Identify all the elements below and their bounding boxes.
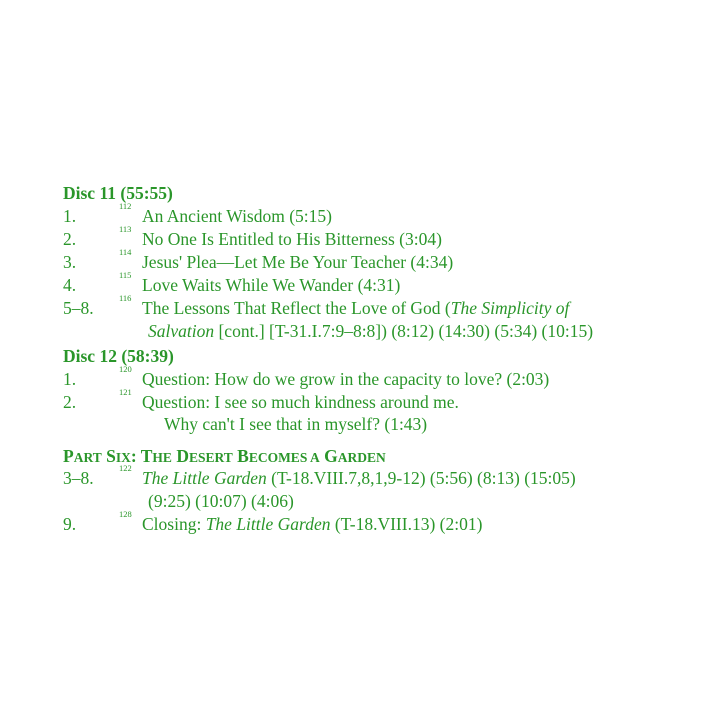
track-title-text: (T-18.VIII.13) (2:01) [330, 514, 483, 534]
track-reference: 112 [119, 201, 132, 211]
track-number: 2. [63, 229, 77, 249]
track-row [63, 293, 720, 319]
track-reference: 116 [119, 293, 132, 303]
track-reference: 120 [119, 364, 132, 374]
track-reference: 115 [119, 270, 132, 280]
part-six-heading: PART SIX: THE DESERT BECOMES A GARDEN [63, 446, 386, 466]
track-row [63, 270, 720, 296]
track-title-italic: The Little Garden [205, 514, 331, 534]
track-number: 3. [63, 252, 77, 272]
track-number: 1. [63, 369, 77, 389]
track-reference: 121 [119, 387, 132, 397]
track-number: 4. [63, 275, 77, 295]
track-title-continuation: (9:25) (10:07) (4:06) [148, 491, 294, 511]
track-title-continuation [148, 320, 593, 342]
track-title: Question: How do we grow in the capacity to love? (2:03) [142, 369, 550, 389]
track-title-continuation: Why can't I see that in myself? (1:43) [164, 414, 428, 434]
track-row [63, 247, 720, 273]
track-title [142, 297, 569, 319]
disc-12-heading: Disc 12 (58:39) [63, 346, 174, 366]
track-title: Jesus' Plea—Let Me Be Your Teacher (4:34) [142, 252, 454, 272]
track-title-italic: The Little Garden [142, 468, 267, 488]
track-row-continuation [63, 490, 720, 512]
track-row [63, 387, 720, 413]
track-number: 3–8. [63, 468, 94, 488]
track-title-italic: Salvation [148, 321, 215, 341]
track-title-text: Closing: [142, 514, 206, 534]
track-row [63, 509, 720, 535]
track-title: Question: I see so much kindness around me. [142, 392, 459, 412]
track-number: 1. [63, 206, 77, 226]
track-title [142, 513, 482, 535]
track-title: An Ancient Wisdom (5:15) [142, 206, 332, 226]
track-title-text: The Lessons That Reflect the Love of God ( [142, 298, 451, 318]
track-title [142, 467, 576, 489]
track-row [63, 201, 720, 227]
track-reference: 113 [119, 224, 132, 234]
track-reference: 128 [119, 509, 132, 519]
track-title-text: (T-18.VIII.7,8,1,9-12) (5:56) (8:13) (15:05) [266, 468, 576, 488]
track-row [63, 364, 720, 390]
track-title: No One Is Entitled to His Bitterness (3:04) [142, 229, 442, 249]
track-reference: 122 [119, 463, 132, 473]
track-title-italic: The Simplicity of [450, 298, 570, 318]
track-title-text: [cont.] [T-31.I.7:9–8:8]) (8:12) (14:30) (5:34) (10:15) [214, 321, 594, 341]
track-row [63, 463, 720, 489]
track-row [63, 224, 720, 250]
track-number: 9. [63, 514, 77, 534]
track-reference: 114 [119, 247, 132, 257]
track-title: Love Waits While We Wander (4:31) [142, 275, 401, 295]
disc-11-heading: Disc 11 (55:55) [63, 183, 173, 203]
track-number: 5–8. [63, 298, 94, 318]
track-number: 2. [63, 392, 77, 412]
track-row-continuation [63, 413, 720, 435]
track-row-continuation [63, 320, 720, 342]
